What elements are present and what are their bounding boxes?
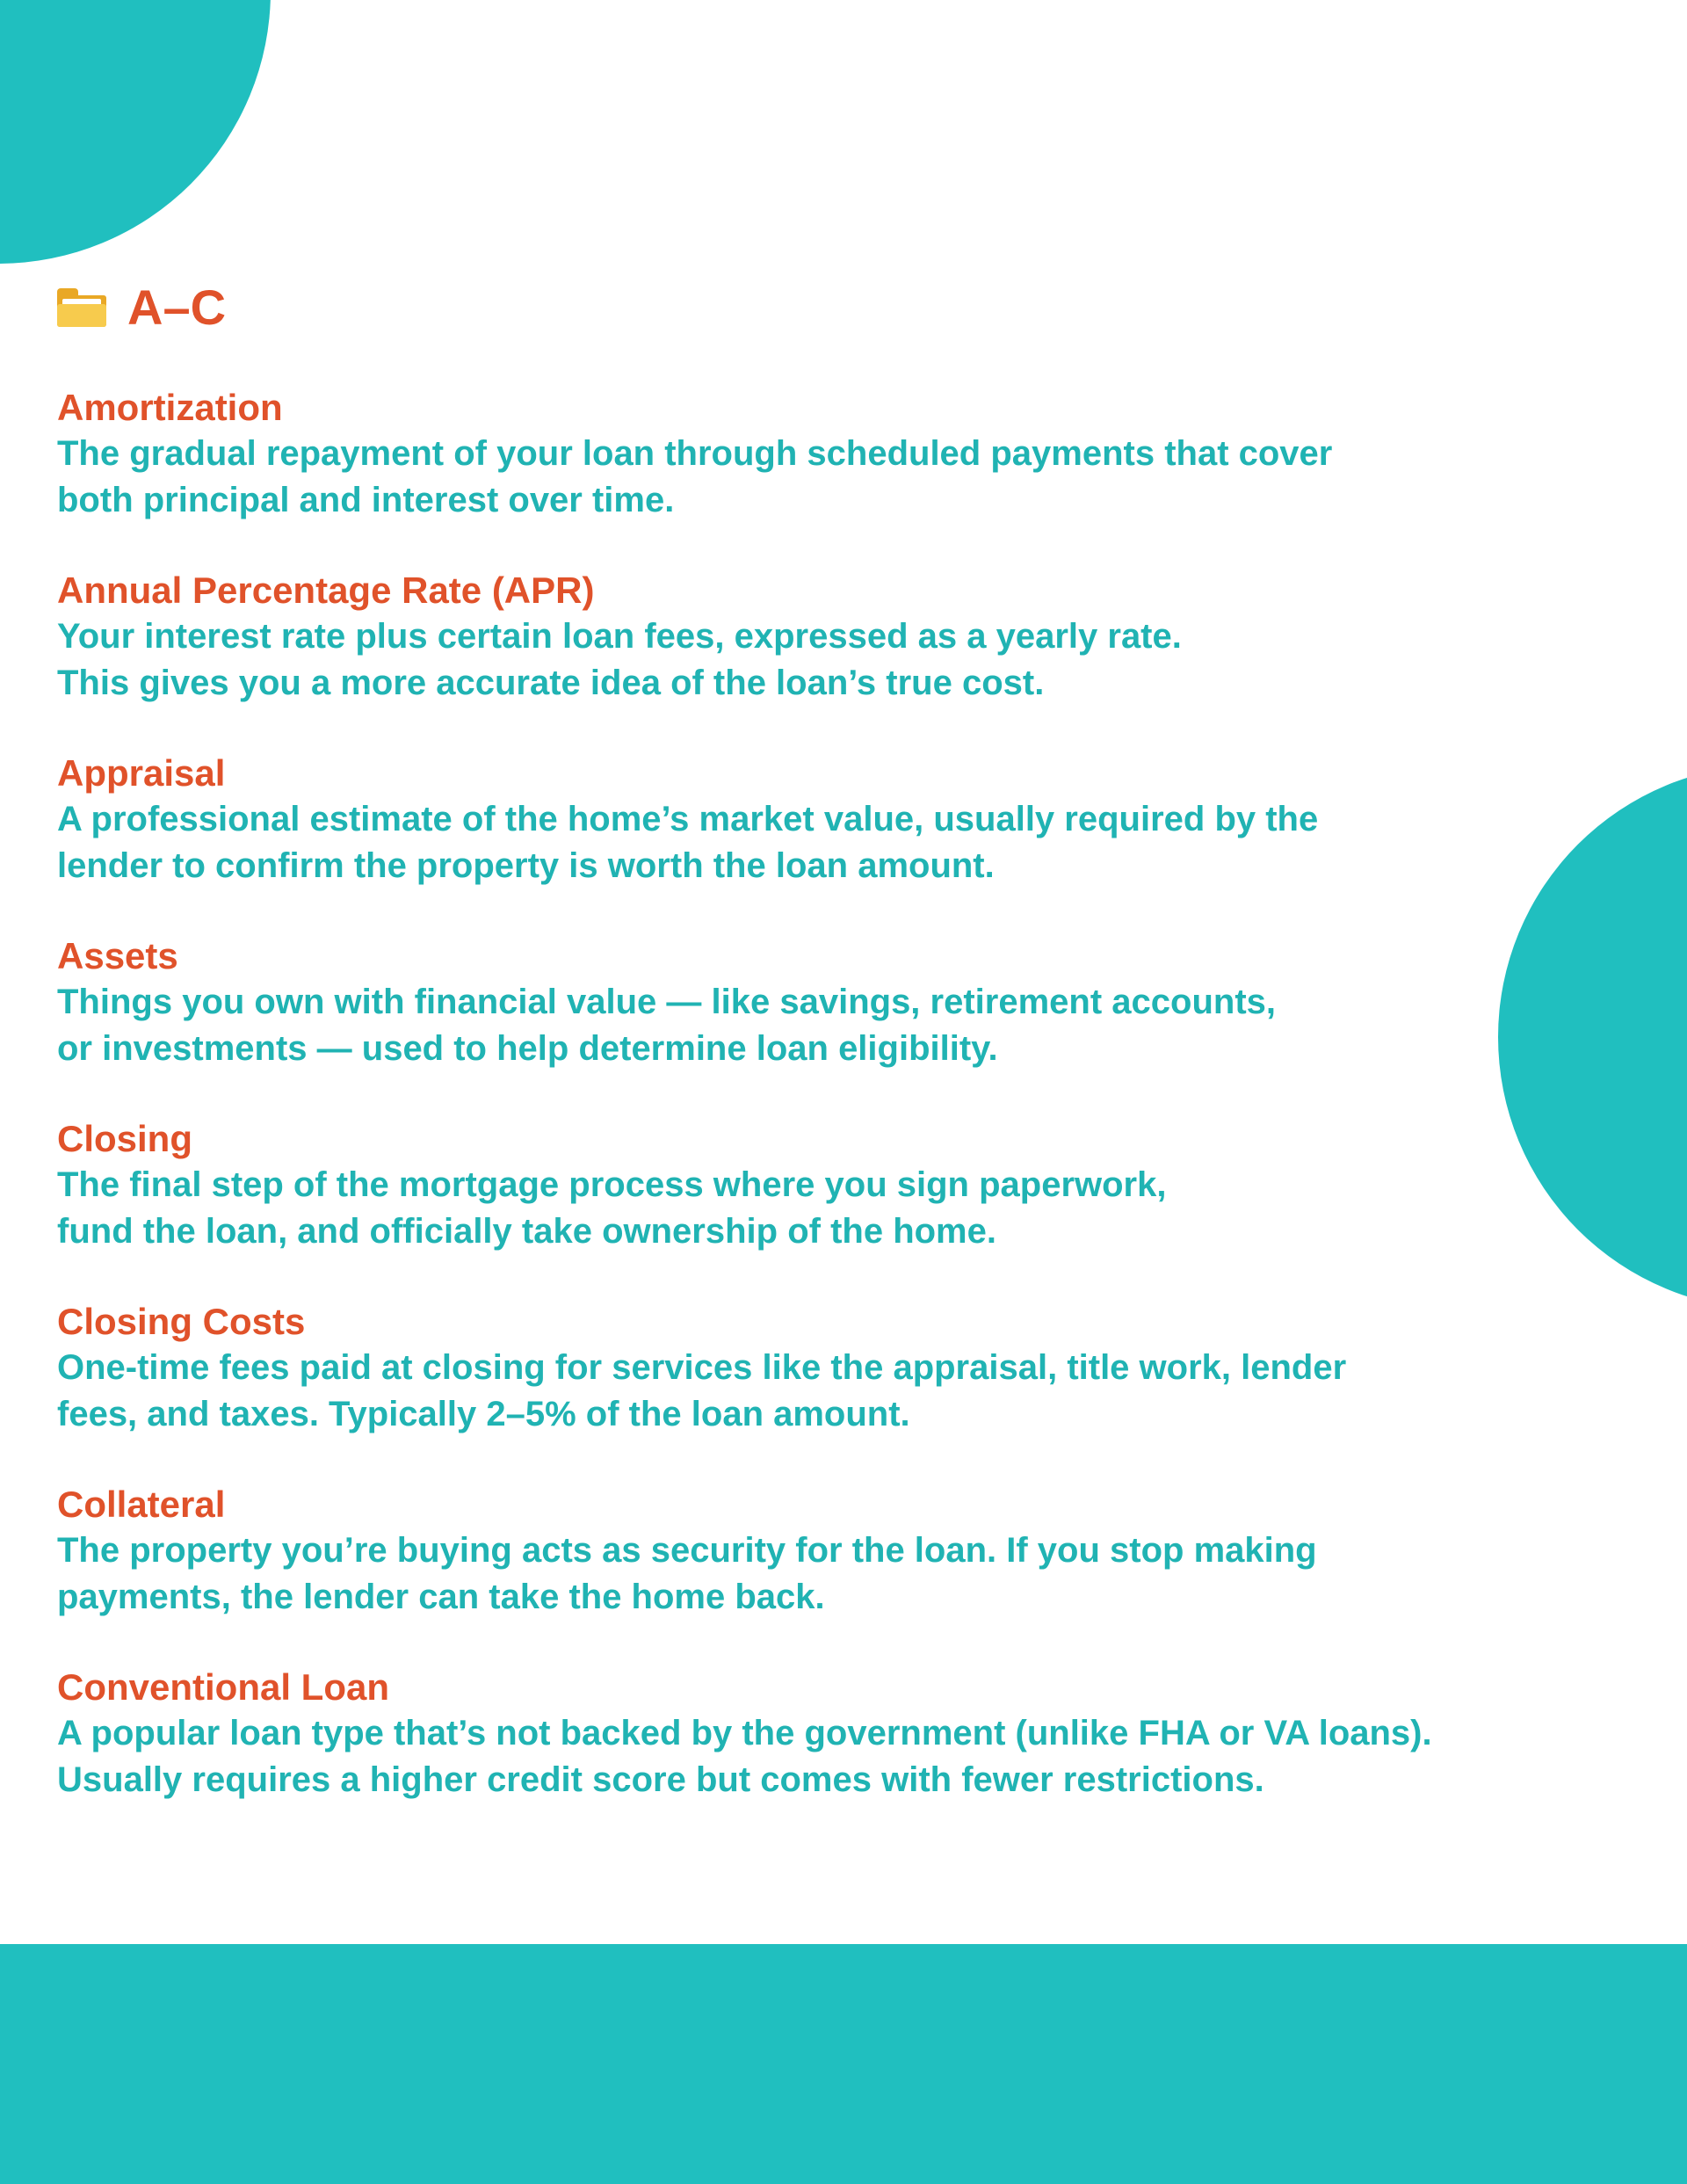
term-title: Conventional Loan [57,1666,389,1708]
glossary-term [57,1481,1639,1621]
term-description [57,1162,1639,1255]
term-description [57,1710,1639,1803]
term-title: Amortization [57,387,283,428]
term-description-line: The gradual repayment of your loan through scheduled payments that cover [57,434,1333,473]
term-description-line: The final step of the mortgage process where you sign paperwork, [57,1165,1167,1204]
term-description [57,1345,1639,1438]
term-title: Closing Costs [57,1301,306,1342]
term-description-line: The property you’re buying acts as security for the loan. If you stop making [57,1531,1317,1570]
term-title: Annual Percentage Rate (APR) [57,570,595,611]
glossary-term [57,567,1639,707]
term-description-line: One-time fees paid at closing for services like the appraisal, title work, lender [57,1348,1347,1387]
term-title: Assets [57,935,178,976]
term-description-line: Usually requires a higher credit score but comes with fewer restrictions. [57,1760,1264,1799]
section-title: A–C [127,279,227,335]
term-description-line: payments, the lender can take the home back. [57,1578,825,1616]
term-description-line: A professional estimate of the home’s market value, usually required by the [57,800,1319,838]
term-description-line: both principal and interest over time. [57,481,675,519]
glossary-term [57,1664,1639,1803]
term-description-line: fees, and taxes. Typically 2–5% of the loan amount. [57,1395,910,1433]
term-description-line: Your interest rate plus certain loan fees, expressed as a yearly rate. [57,617,1182,656]
term-description-line: lender to confirm the property is worth the loan amount. [57,846,995,885]
glossary-term [57,750,1639,889]
glossary-term [57,932,1639,1072]
section-heading [57,277,1639,338]
term-description [57,979,1639,1072]
term-description-line: Things you own with financial value — like savings, retirement accounts, [57,983,1276,1021]
term-description [57,431,1639,524]
glossary-term [57,1298,1639,1438]
footer-band [0,1944,1687,2184]
term-title: Appraisal [57,752,226,794]
term-description-line: A popular loan type that’s not backed by the government (unlike FHA or VA loans). [57,1714,1432,1752]
term-title: Closing [57,1118,192,1159]
glossary-content [57,277,1639,1847]
glossary-term [57,384,1639,524]
term-description-line: or investments — used to help determine loan eligibility. [57,1029,998,1068]
term-description-line: This gives you a more accurate idea of the loan’s true cost. [57,664,1045,702]
decorative-circle-top-left [0,0,271,264]
glossary-term [57,1115,1639,1255]
folder-icon [57,288,106,327]
term-description [57,796,1639,889]
term-title: Collateral [57,1484,226,1525]
term-description [57,613,1639,707]
term-description [57,1527,1639,1621]
term-description-line: fund the loan, and officially take ownership of the home. [57,1212,996,1251]
